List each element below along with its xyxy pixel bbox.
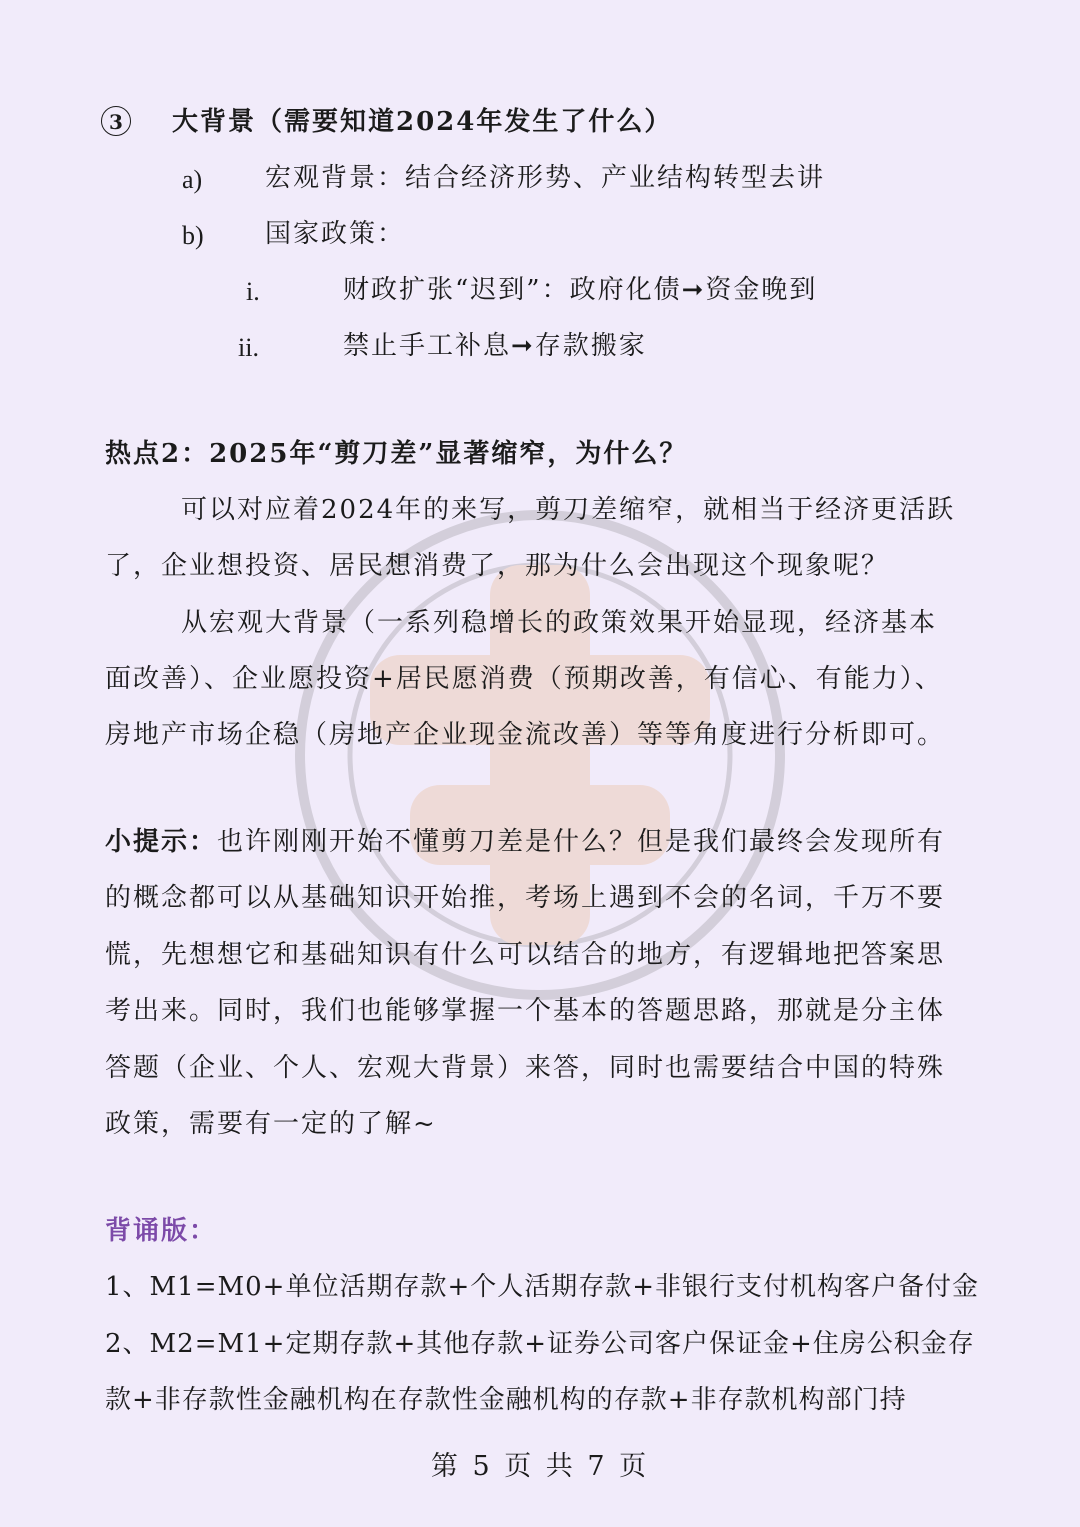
list-marker-a: a) [182,165,203,194]
sublist-marker-i: i. [246,277,260,306]
recite-line: 1、M1=M0+单位活期存款+个人活期存款+非银行支付机构客户备付金 [105,1272,980,1302]
tip-first-line [105,822,945,862]
paragraph-line: 可以对应着2024年的来写，剪刀差缩窄，就相当于经济更活跃 [181,495,956,525]
recite-line: 2、M2=M1+定期存款+其他存款+证券公司客户保证金+住房公积金存 [105,1329,975,1359]
page-footer: 第 5 页 共 7 页 [430,1451,650,1482]
recite-label: 背诵版： [105,1216,218,1246]
list-item-macro-background: 宏观背景：结合经济形势、产业结构转型去讲 [265,163,826,193]
paragraph-line: 房地产市场企稳（房地产企业现金流改善）等等角度进行分析即可。 [105,720,946,750]
section-number-badge: 3 [101,106,131,136]
tip-line: 考出来。同时，我们也能够掌握一个基本的答题思路，那就是分主体 [105,996,946,1026]
recite-line: 款+非存款性金融机构在存款性金融机构的存款+非存款机构部门持 [105,1385,907,1415]
tip-line: 的概念都可以从基础知识开始推，考场上遇到不会的名词，千万不要 [105,883,946,913]
sublist-item-deposit-shift: 禁止手工补息➞存款搬家 [343,331,647,361]
tip-line: 政策，需要有一定的了解~ [105,1109,437,1139]
paragraph-line: 从宏观大背景（一系列稳增长的政策效果开始显现，经济基本 [181,608,938,638]
section-title: 大背景（需要知道2024年发生了什么） [172,107,673,137]
sublist-item-fiscal-expansion: 财政扩张“迟到”：政府化债➞资金晚到 [343,275,818,305]
sublist-marker-ii: ii. [238,333,259,362]
tip-label: 小提示： [105,827,218,857]
list-marker-b: b) [182,221,204,250]
tip-line: 答题（企业、个人、宏观大背景）来答，同时也需要结合中国的特殊 [105,1053,946,1083]
tip-line: 慌，先想想它和基础知识有什么可以结合的地方，有逻辑地把答案思 [105,940,946,970]
tip-text: 也许刚刚开始不懂剪刀差是什么？但是我们最终会发现所有 [217,827,946,857]
paragraph-line: 了，企业想投资、居民想消费了，那为什么会出现这个现象呢？ [105,551,890,581]
hotspot-heading: 热点2：2025年“剪刀差”显著缩窄，为什么？ [105,439,688,469]
paragraph-line: 面改善）、企业愿投资+居民愿消费（预期改善，有信心、有能力）、 [105,664,943,694]
list-item-national-policy: 国家政策： [265,219,406,249]
